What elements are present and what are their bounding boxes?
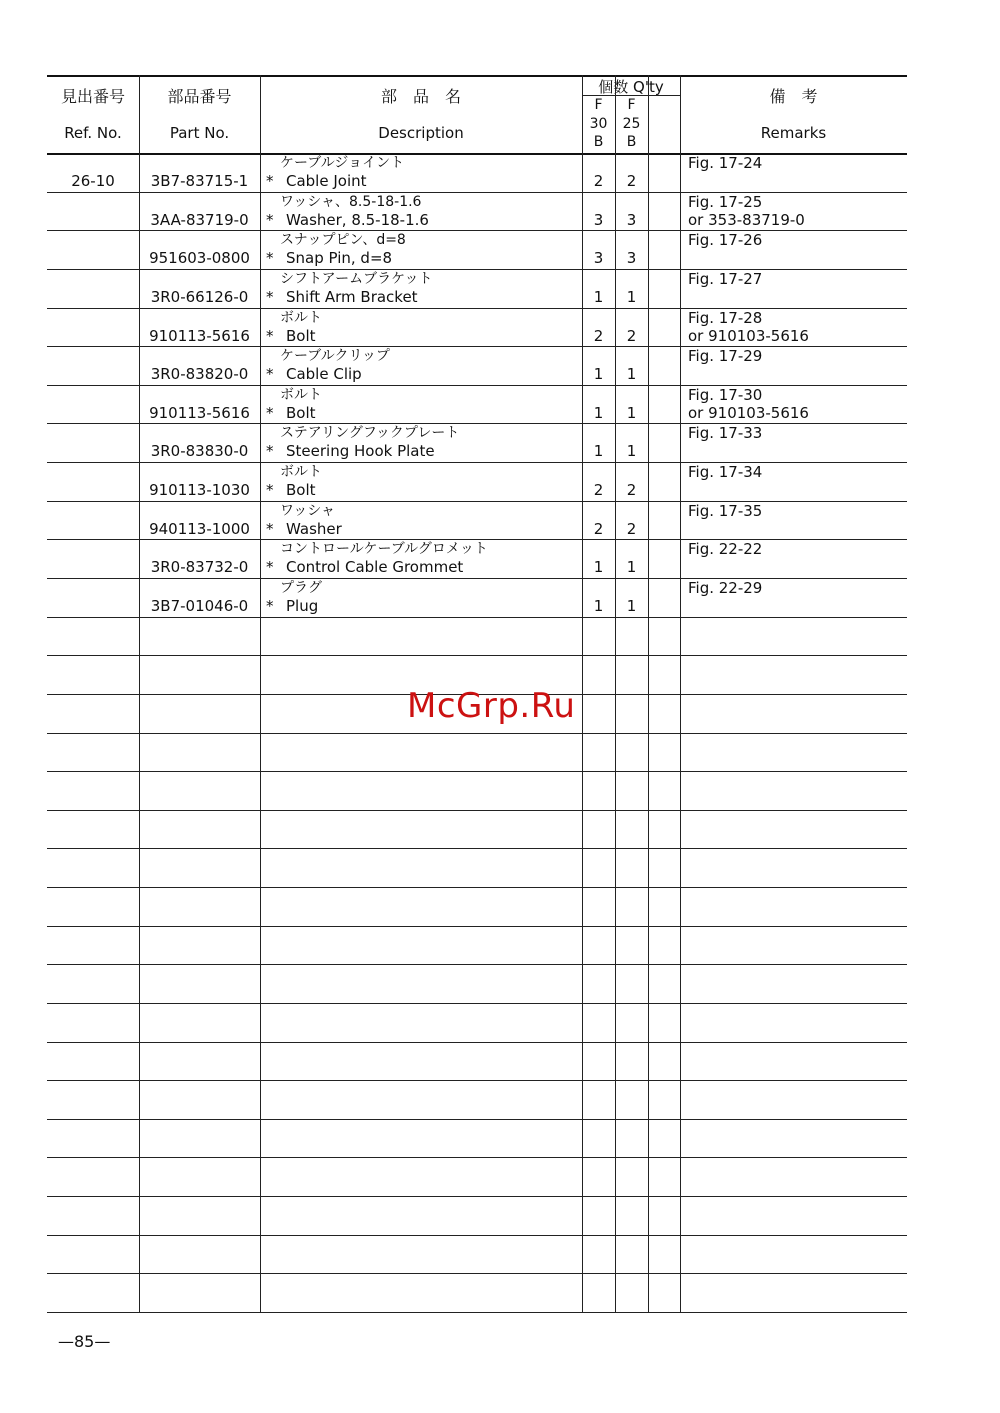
qty-f30b: 1: [593, 403, 604, 422]
description-text: Washer: [286, 519, 342, 538]
remarks-line-2: or 353-83719-0: [688, 210, 805, 229]
asterisk-mark: *: [266, 596, 274, 615]
remarks-line-2: or 910103-5616: [688, 326, 809, 345]
qty-f30b: 2: [593, 481, 604, 500]
description-text: Snap Pin, d=8: [286, 249, 393, 268]
description-text: Control Cable Grommet: [286, 558, 464, 577]
part-name-jp: ボルト: [280, 464, 322, 481]
row-divider: [47, 926, 907, 927]
remarks-line-1: Fig. 17-28: [688, 308, 763, 327]
asterisk-mark: *: [266, 172, 274, 190]
header-desc-jp: 部 品 名: [380, 86, 461, 106]
row-divider: [47, 887, 907, 888]
description-text: Steering Hook Plate: [286, 442, 435, 461]
qty-header-divider: [582, 95, 680, 96]
description-text: Bolt: [286, 403, 316, 422]
qty-f25b: 1: [626, 287, 637, 306]
row-divider: [47, 617, 907, 618]
part-number: 910113-5616: [149, 326, 250, 345]
part-number: 910113-5616: [149, 403, 250, 422]
qty-f30b: 3: [593, 249, 604, 268]
part-number: 951603-0800: [149, 249, 250, 268]
part-description: [260, 597, 582, 616]
header-ref-jp: 見出番号: [60, 86, 125, 106]
part-name-jp: プラグ: [280, 579, 322, 596]
remarks-line-1: Fig. 17-33: [688, 424, 763, 443]
part-description: [260, 365, 582, 384]
description-text: Cable Joint: [286, 172, 367, 190]
row-divider: [47, 192, 907, 193]
part-name-jp: ケーブルクリップ: [280, 348, 390, 365]
remarks-line-1: Fig. 17-34: [688, 463, 763, 482]
row-divider: [47, 578, 907, 579]
asterisk-mark: *: [266, 210, 274, 229]
watermark: McGrp.Ru: [407, 686, 576, 726]
remarks-line-1: Fig. 22-29: [688, 578, 763, 597]
part-description: [260, 442, 582, 461]
part-name-jp: シフトアームブラケット: [280, 270, 433, 287]
remarks-line-1: Fig. 17-30: [688, 385, 763, 404]
header-remarks-jp: 備 考: [769, 86, 818, 106]
ref-number: 26-10: [71, 172, 115, 190]
column-divider: [139, 75, 140, 1312]
qty-f30b: 1: [593, 287, 604, 306]
part-name-jp: ワッシャ、8.5-18-1.6: [280, 193, 422, 210]
asterisk-mark: *: [266, 481, 274, 500]
part-description: [260, 288, 582, 307]
asterisk-mark: *: [266, 249, 274, 268]
part-description: [260, 211, 582, 230]
part-number: 3R0-83830-0: [150, 442, 249, 461]
row-divider: [47, 1080, 907, 1081]
asterisk-mark: *: [266, 326, 274, 345]
part-description: [260, 558, 582, 577]
row-divider: [47, 1157, 907, 1158]
description-text: Washer, 8.5-18-1.6: [286, 210, 429, 229]
qty-f25b: 2: [626, 481, 637, 500]
qty-f30b: 1: [593, 365, 604, 384]
qty-f25b: 1: [626, 558, 637, 577]
part-name-jp: スナップピン、d=8: [280, 232, 406, 249]
row-divider: [47, 771, 907, 772]
header-remarks-en: Remarks: [760, 124, 827, 142]
remarks-line-1: Fig. 22-22: [688, 540, 763, 559]
row-divider: [47, 733, 907, 734]
qty-f25b: 2: [626, 172, 637, 190]
qty-f30b: 1: [593, 558, 604, 577]
part-name-jp: ステアリングフックプレート: [280, 425, 460, 442]
row-divider: [47, 385, 907, 386]
remarks-line-1: Fig. 17-27: [688, 269, 763, 288]
page-number: —85—: [58, 1332, 111, 1351]
part-name-jp: コントロールケーブルグロメット: [280, 541, 488, 558]
row-divider: [47, 655, 907, 656]
header-qty-label: 個数 Q'ty: [598, 77, 664, 96]
header-qty2-a: F: [627, 97, 636, 113]
part-number: 3R0-83820-0: [150, 365, 249, 384]
qty-f30b: 3: [593, 210, 604, 229]
row-divider: [47, 539, 907, 540]
header-qty1-a: F: [594, 97, 603, 113]
part-name-jp: ボルト: [280, 386, 322, 403]
asterisk-mark: *: [266, 287, 274, 306]
qty-f25b: 3: [626, 210, 637, 229]
qty-f30b: 2: [593, 326, 604, 345]
description-text: Cable Clip: [286, 365, 362, 384]
column-divider: [680, 75, 681, 1312]
header-ref-en: Ref. No.: [64, 124, 122, 142]
header-qty1-b: 30: [589, 116, 608, 132]
header-part-en: Part No.: [169, 124, 230, 142]
row-divider: [47, 269, 907, 270]
row-divider: [47, 1273, 907, 1274]
part-number: 3B7-83715-1: [150, 172, 249, 190]
qty-f30b: 1: [593, 442, 604, 461]
part-description: [260, 249, 582, 268]
description-text: Plug: [286, 596, 319, 615]
qty-f25b: 1: [626, 365, 637, 384]
qty-f30b: 2: [593, 172, 604, 190]
row-divider: [47, 501, 907, 502]
part-number: 3R0-83732-0: [150, 558, 249, 577]
row-divider: [47, 848, 907, 849]
row-divider: [47, 423, 907, 424]
asterisk-mark: *: [266, 558, 274, 577]
row-divider: [47, 346, 907, 347]
row-divider: [47, 810, 907, 811]
row-divider: [47, 1119, 907, 1120]
qty-subdivider: [615, 95, 616, 153]
qty-f25b: 2: [626, 326, 637, 345]
header-desc-en: Description: [378, 124, 464, 142]
part-description: [260, 172, 582, 191]
part-description: [260, 481, 582, 500]
remarks-line-1: Fig. 17-35: [688, 501, 763, 520]
part-name-jp: ケーブルジョイント: [280, 155, 405, 171]
part-description: [260, 520, 582, 539]
qty-f25b: 1: [626, 403, 637, 422]
row-divider: [47, 964, 907, 965]
qty-f30b: 2: [593, 519, 604, 538]
remarks-line-1: Fig. 17-26: [688, 231, 763, 250]
asterisk-mark: *: [266, 442, 274, 461]
part-number: 910113-1030: [149, 481, 250, 500]
description-text: Bolt: [286, 481, 316, 500]
row-divider: [47, 308, 907, 309]
column-divider: [582, 75, 583, 1312]
column-divider: [648, 75, 649, 1312]
row-divider: [47, 1312, 907, 1313]
column-divider: [615, 75, 616, 1312]
row-divider: [47, 1196, 907, 1197]
part-number: 3B7-01046-0: [150, 596, 249, 615]
part-number: 3AA-83719-0: [150, 210, 249, 229]
description-text: Bolt: [286, 326, 316, 345]
qty-f25b: 3: [626, 249, 637, 268]
asterisk-mark: *: [266, 365, 274, 384]
qty-f30b: 1: [593, 596, 604, 615]
row-divider: [47, 230, 907, 231]
table-top-rule: [47, 75, 907, 77]
asterisk-mark: *: [266, 403, 274, 422]
row-divider: [47, 1042, 907, 1043]
part-description: [260, 327, 582, 346]
header-bottom-rule: [47, 153, 907, 155]
remarks-line-1: Fig. 17-29: [688, 347, 763, 366]
asterisk-mark: *: [266, 519, 274, 538]
description-text: Shift Arm Bracket: [286, 287, 418, 306]
part-number: 940113-1000: [149, 519, 250, 538]
remarks-line-1: Fig. 17-25: [688, 192, 763, 211]
part-name-jp: ワッシャ: [280, 502, 336, 519]
part-description: [260, 404, 582, 423]
part-name-jp: ボルト: [280, 309, 322, 326]
header-qty1-c: B: [593, 134, 604, 150]
remarks-line-1: Fig. 17-24: [688, 154, 763, 172]
column-divider: [260, 75, 261, 1312]
qty-f25b: 2: [626, 519, 637, 538]
header-part-jp: 部品番号: [167, 86, 232, 106]
qty-f25b: 1: [626, 596, 637, 615]
header-qty2-b: 25: [622, 116, 641, 132]
row-divider: [47, 1235, 907, 1236]
header-qty2-c: B: [626, 134, 637, 150]
row-divider: [47, 1003, 907, 1004]
row-divider: [47, 462, 907, 463]
part-number: 3R0-66126-0: [150, 287, 249, 306]
qty-f25b: 1: [626, 442, 637, 461]
remarks-line-2: or 910103-5616: [688, 403, 809, 422]
